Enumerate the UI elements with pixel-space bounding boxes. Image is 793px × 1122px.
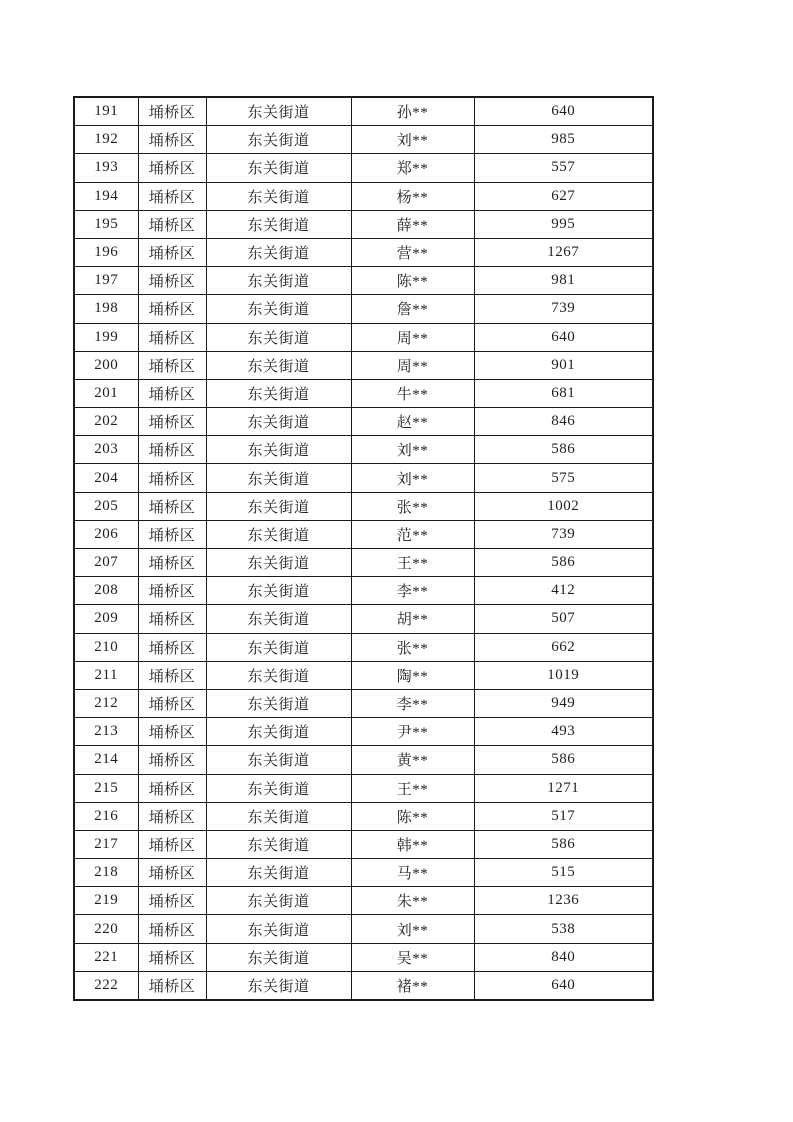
- cell-no: 216: [74, 802, 138, 830]
- cell-no: 196: [74, 238, 138, 266]
- table-row: [74, 97, 653, 126]
- cell-street: 东关街道: [206, 887, 351, 915]
- cell-street: 东关街道: [206, 323, 351, 351]
- cell-no: 214: [74, 746, 138, 774]
- table-row: [74, 323, 653, 351]
- cell-name: 薛**: [351, 210, 474, 238]
- cell-street: 东关街道: [206, 210, 351, 238]
- cell-value: 627: [474, 182, 653, 210]
- cell-street: 东关街道: [206, 154, 351, 182]
- cell-no: 215: [74, 774, 138, 802]
- table-row: [74, 238, 653, 266]
- cell-street: 东关街道: [206, 633, 351, 661]
- cell-district: 埇桥区: [138, 351, 206, 379]
- cell-name: 李**: [351, 689, 474, 717]
- cell-district: 埇桥区: [138, 577, 206, 605]
- cell-no: 201: [74, 379, 138, 407]
- table-row: [74, 126, 653, 154]
- cell-name: 王**: [351, 549, 474, 577]
- cell-no: 213: [74, 718, 138, 746]
- cell-value: 1271: [474, 774, 653, 802]
- cell-district: 埇桥区: [138, 605, 206, 633]
- table-row: [74, 633, 653, 661]
- cell-value: 586: [474, 436, 653, 464]
- table-row: [74, 295, 653, 323]
- table-row: [74, 267, 653, 295]
- table-row: [74, 464, 653, 492]
- cell-value: 1236: [474, 887, 653, 915]
- cell-name: 周**: [351, 323, 474, 351]
- cell-district: 埇桥区: [138, 408, 206, 436]
- cell-no: 209: [74, 605, 138, 633]
- cell-street: 东关街道: [206, 718, 351, 746]
- cell-value: 575: [474, 464, 653, 492]
- table-row: [74, 605, 653, 633]
- table-row: [74, 802, 653, 830]
- cell-no: 217: [74, 830, 138, 858]
- cell-street: 东关街道: [206, 408, 351, 436]
- cell-name: 韩**: [351, 830, 474, 858]
- cell-district: 埇桥区: [138, 464, 206, 492]
- cell-district: 埇桥区: [138, 520, 206, 548]
- cell-value: 640: [474, 323, 653, 351]
- cell-street: 东关街道: [206, 182, 351, 210]
- cell-no: 193: [74, 154, 138, 182]
- cell-street: 东关街道: [206, 492, 351, 520]
- cell-no: 220: [74, 915, 138, 943]
- table-row: [74, 210, 653, 238]
- cell-name: 周**: [351, 351, 474, 379]
- table-row: [74, 689, 653, 717]
- table-row: [74, 971, 653, 1000]
- cell-name: 朱**: [351, 887, 474, 915]
- cell-district: 埇桥区: [138, 915, 206, 943]
- cell-value: 739: [474, 520, 653, 548]
- cell-value: 901: [474, 351, 653, 379]
- cell-value: 515: [474, 859, 653, 887]
- cell-value: 640: [474, 97, 653, 126]
- table-row: [74, 830, 653, 858]
- cell-name: 李**: [351, 577, 474, 605]
- cell-district: 埇桥区: [138, 154, 206, 182]
- cell-no: 212: [74, 689, 138, 717]
- cell-district: 埇桥区: [138, 802, 206, 830]
- cell-no: 202: [74, 408, 138, 436]
- cell-value: 739: [474, 295, 653, 323]
- cell-street: 东关街道: [206, 774, 351, 802]
- cell-value: 949: [474, 689, 653, 717]
- table-row: [74, 718, 653, 746]
- cell-street: 东关街道: [206, 971, 351, 1000]
- cell-district: 埇桥区: [138, 182, 206, 210]
- cell-value: 517: [474, 802, 653, 830]
- cell-value: 985: [474, 126, 653, 154]
- cell-street: 东关街道: [206, 943, 351, 971]
- table-row: [74, 408, 653, 436]
- cell-no: 218: [74, 859, 138, 887]
- cell-no: 205: [74, 492, 138, 520]
- cell-value: 846: [474, 408, 653, 436]
- table-row: [74, 154, 653, 182]
- cell-name: 张**: [351, 633, 474, 661]
- cell-no: 221: [74, 943, 138, 971]
- cell-street: 东关街道: [206, 520, 351, 548]
- cell-name: 胡**: [351, 605, 474, 633]
- cell-name: 褚**: [351, 971, 474, 1000]
- cell-street: 东关街道: [206, 830, 351, 858]
- cell-no: 208: [74, 577, 138, 605]
- cell-street: 东关街道: [206, 436, 351, 464]
- cell-value: 493: [474, 718, 653, 746]
- cell-no: 219: [74, 887, 138, 915]
- cell-district: 埇桥区: [138, 549, 206, 577]
- cell-district: 埇桥区: [138, 210, 206, 238]
- cell-name: 刘**: [351, 464, 474, 492]
- cell-street: 东关街道: [206, 915, 351, 943]
- cell-name: 马**: [351, 859, 474, 887]
- cell-street: 东关街道: [206, 97, 351, 126]
- cell-street: 东关街道: [206, 577, 351, 605]
- cell-district: 埇桥区: [138, 830, 206, 858]
- cell-district: 埇桥区: [138, 323, 206, 351]
- table-row: [74, 549, 653, 577]
- cell-name: 刘**: [351, 436, 474, 464]
- cell-name: 尹**: [351, 718, 474, 746]
- cell-street: 东关街道: [206, 661, 351, 689]
- cell-district: 埇桥区: [138, 436, 206, 464]
- table-row: [74, 379, 653, 407]
- cell-no: 197: [74, 267, 138, 295]
- table-row: [74, 887, 653, 915]
- table-row: [74, 661, 653, 689]
- table-row: [74, 774, 653, 802]
- cell-street: 东关街道: [206, 689, 351, 717]
- cell-value: 1019: [474, 661, 653, 689]
- cell-no: 195: [74, 210, 138, 238]
- cell-street: 东关街道: [206, 859, 351, 887]
- cell-district: 埇桥区: [138, 379, 206, 407]
- cell-value: 1002: [474, 492, 653, 520]
- table-body: [74, 97, 653, 1000]
- cell-no: 203: [74, 436, 138, 464]
- table-row: [74, 915, 653, 943]
- cell-district: 埇桥区: [138, 97, 206, 126]
- table-row: [74, 859, 653, 887]
- cell-name: 刘**: [351, 915, 474, 943]
- cell-name: 张**: [351, 492, 474, 520]
- cell-value: 1267: [474, 238, 653, 266]
- cell-value: 995: [474, 210, 653, 238]
- cell-name: 陶**: [351, 661, 474, 689]
- cell-name: 孙**: [351, 97, 474, 126]
- cell-value: 681: [474, 379, 653, 407]
- cell-no: 204: [74, 464, 138, 492]
- cell-value: 412: [474, 577, 653, 605]
- cell-value: 640: [474, 971, 653, 1000]
- cell-name: 赵**: [351, 408, 474, 436]
- cell-street: 东关街道: [206, 238, 351, 266]
- cell-name: 营**: [351, 238, 474, 266]
- cell-street: 东关街道: [206, 605, 351, 633]
- cell-name: 黄**: [351, 746, 474, 774]
- cell-district: 埇桥区: [138, 661, 206, 689]
- cell-district: 埇桥区: [138, 267, 206, 295]
- cell-district: 埇桥区: [138, 633, 206, 661]
- cell-name: 牛**: [351, 379, 474, 407]
- cell-district: 埇桥区: [138, 943, 206, 971]
- cell-value: 981: [474, 267, 653, 295]
- cell-street: 东关街道: [206, 746, 351, 774]
- table-row: [74, 182, 653, 210]
- cell-street: 东关街道: [206, 464, 351, 492]
- cell-name: 郑**: [351, 154, 474, 182]
- cell-no: 207: [74, 549, 138, 577]
- cell-district: 埇桥区: [138, 295, 206, 323]
- cell-name: 王**: [351, 774, 474, 802]
- cell-no: 200: [74, 351, 138, 379]
- cell-no: 222: [74, 971, 138, 1000]
- cell-district: 埇桥区: [138, 774, 206, 802]
- cell-value: 586: [474, 549, 653, 577]
- cell-no: 211: [74, 661, 138, 689]
- table-row: [74, 436, 653, 464]
- cell-street: 东关街道: [206, 351, 351, 379]
- cell-street: 东关街道: [206, 549, 351, 577]
- cell-street: 东关街道: [206, 267, 351, 295]
- cell-no: 206: [74, 520, 138, 548]
- cell-no: 194: [74, 182, 138, 210]
- cell-name: 杨**: [351, 182, 474, 210]
- cell-district: 埇桥区: [138, 887, 206, 915]
- cell-name: 刘**: [351, 126, 474, 154]
- cell-street: 东关街道: [206, 379, 351, 407]
- cell-no: 192: [74, 126, 138, 154]
- cell-district: 埇桥区: [138, 238, 206, 266]
- cell-value: 586: [474, 830, 653, 858]
- cell-district: 埇桥区: [138, 859, 206, 887]
- cell-name: 范**: [351, 520, 474, 548]
- table-row: [74, 351, 653, 379]
- cell-value: 557: [474, 154, 653, 182]
- table-row: [74, 746, 653, 774]
- cell-no: 191: [74, 97, 138, 126]
- cell-street: 东关街道: [206, 802, 351, 830]
- table-row: [74, 492, 653, 520]
- cell-no: 210: [74, 633, 138, 661]
- cell-no: 199: [74, 323, 138, 351]
- cell-street: 东关街道: [206, 295, 351, 323]
- table-row: [74, 943, 653, 971]
- cell-no: 198: [74, 295, 138, 323]
- cell-value: 507: [474, 605, 653, 633]
- cell-value: 586: [474, 746, 653, 774]
- cell-name: 陈**: [351, 802, 474, 830]
- cell-district: 埇桥区: [138, 746, 206, 774]
- cell-street: 东关街道: [206, 126, 351, 154]
- cell-name: 詹**: [351, 295, 474, 323]
- cell-name: 吴**: [351, 943, 474, 971]
- cell-district: 埇桥区: [138, 126, 206, 154]
- table-row: [74, 520, 653, 548]
- cell-value: 662: [474, 633, 653, 661]
- data-table: [73, 96, 654, 1001]
- cell-name: 陈**: [351, 267, 474, 295]
- table-row: [74, 577, 653, 605]
- cell-value: 538: [474, 915, 653, 943]
- cell-district: 埇桥区: [138, 718, 206, 746]
- cell-value: 840: [474, 943, 653, 971]
- cell-district: 埇桥区: [138, 689, 206, 717]
- cell-district: 埇桥区: [138, 492, 206, 520]
- cell-district: 埇桥区: [138, 971, 206, 1000]
